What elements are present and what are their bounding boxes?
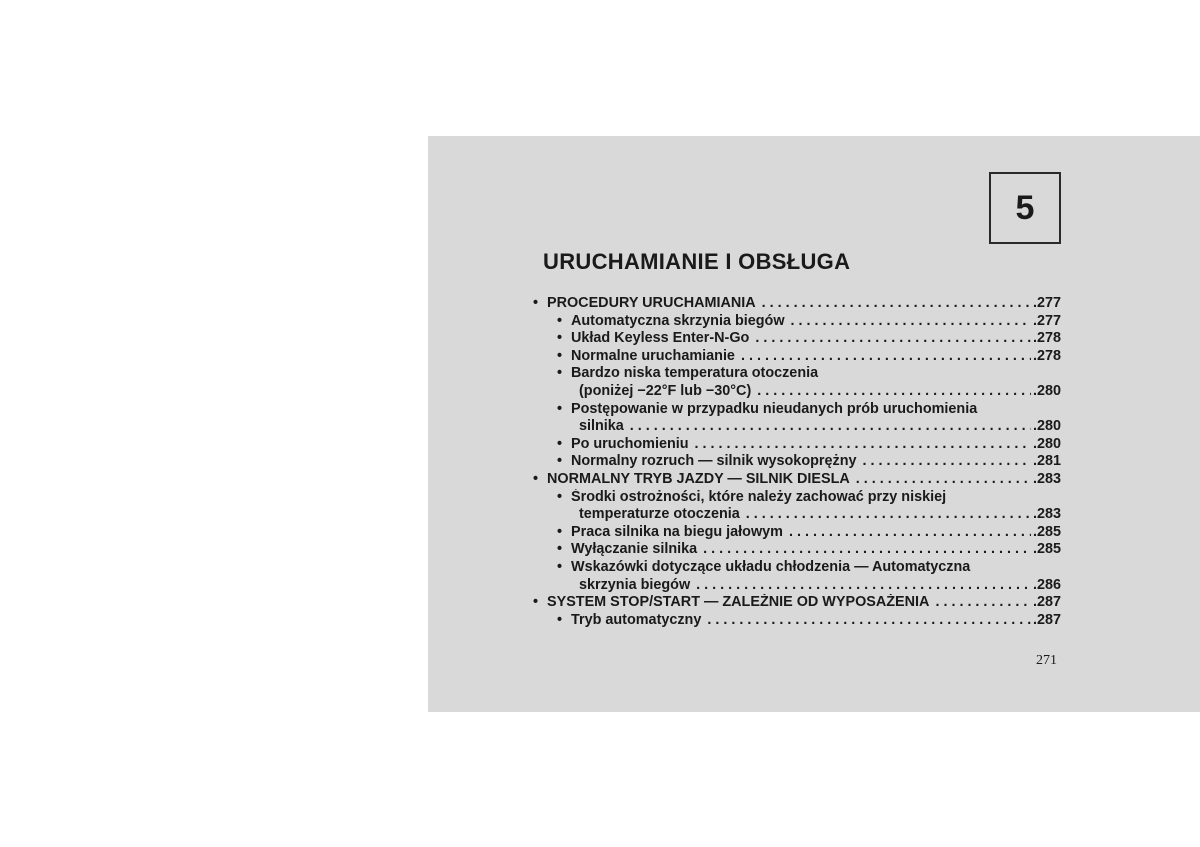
bullet-icon: • (557, 365, 563, 382)
toc-entry (533, 313, 1061, 331)
toc-entry (533, 383, 1061, 401)
toc-section (533, 594, 1061, 612)
bullet-icon: • (533, 470, 539, 487)
bullet-icon: • (557, 488, 563, 505)
dot-leader (749, 330, 1031, 348)
toc-entry-page: .278 (1032, 347, 1061, 364)
toc-entry-label: Praca silnika na biegu jałowym (571, 523, 783, 540)
toc-entry-page: .285 (1032, 523, 1061, 540)
toc-entry (533, 612, 1061, 630)
dot-leader (624, 418, 1031, 436)
toc-entry-label: NORMALNY TRYB JAZDY — SILNIK DIESLA (547, 470, 850, 487)
bullet-icon: • (557, 523, 563, 540)
toc-entry-label: Układ Keyless Enter-N-Go (571, 330, 750, 347)
dot-leader (697, 541, 1031, 559)
dot-leader (751, 383, 1031, 401)
dot-leader (850, 471, 1031, 489)
dot-leader (756, 295, 1031, 313)
bullet-icon: • (533, 295, 539, 311)
toc-section (533, 471, 1061, 489)
dot-leader (689, 436, 1031, 454)
toc-entry-page: .283 (1032, 506, 1061, 523)
toc-entry (533, 348, 1061, 366)
toc-entry-label: Środki ostrożności, które należy zachować przy niskiej (571, 488, 947, 505)
bullet-icon: • (557, 611, 563, 628)
dot-leader (735, 348, 1031, 366)
bullet-icon: • (557, 435, 563, 452)
toc-entry-label: Normalny rozruch — silnik wysokoprężny (571, 453, 857, 470)
toc-entry-page: .286 (1032, 576, 1061, 593)
toc-entry-page: .287 (1032, 594, 1061, 611)
toc-entry-page: .278 (1032, 330, 1061, 347)
toc-entry-label: (poniżej −22°F lub −30°C) (579, 382, 752, 399)
toc-section (533, 295, 1061, 313)
dot-leader (740, 506, 1031, 524)
toc-entry (533, 577, 1061, 595)
page-number: 271 (1036, 653, 1057, 668)
toc-entry (533, 365, 1061, 383)
toc-entry-label: Wyłączanie silnika (571, 541, 698, 558)
bullet-icon: • (557, 453, 563, 470)
dot-leader (929, 594, 1031, 612)
bullet-icon: • (557, 541, 563, 558)
toc-entry-page: .277 (1032, 295, 1061, 311)
bullet-icon: • (557, 558, 563, 575)
toc-entry (533, 541, 1061, 559)
bullet-icon: • (557, 330, 563, 347)
toc-entry-label: PROCEDURY URUCHAMIANIA (547, 295, 756, 311)
toc-entry-page: .280 (1032, 435, 1061, 452)
dot-leader (690, 577, 1031, 595)
toc-entry-label: skrzynia biegów (579, 576, 691, 593)
toc-entry-page: .280 (1032, 418, 1061, 435)
toc-entry (533, 401, 1061, 419)
toc-entry (533, 418, 1061, 436)
toc-entry-label: Postępowanie w przypadku nieudanych prób uruchomienia (571, 400, 978, 417)
toc-entry-page: .287 (1032, 611, 1061, 628)
toc-entry (533, 453, 1061, 471)
toc-entry-label: temperaturze otoczenia (579, 506, 740, 523)
toc-entry-page: .285 (1032, 541, 1061, 558)
toc-entry-label: Bardzo niska temperatura otoczenia (571, 365, 819, 382)
chapter-title: URUCHAMIANIE I OBSŁUGA (543, 249, 851, 274)
chapter-number: 5 (1015, 188, 1035, 227)
toc-entry-label: Automatyczna skrzynia biegów (571, 312, 785, 329)
toc-entry-label: silnika (579, 418, 624, 435)
toc-entry (533, 559, 1061, 577)
toc-entry-page: .281 (1032, 453, 1061, 470)
toc-entry (533, 506, 1061, 524)
chapter-number-box (989, 172, 1061, 244)
dot-leader (857, 453, 1031, 471)
toc-entry-label: Normalne uruchamianie (571, 347, 735, 364)
toc-entry-label: Wskazówki dotyczące układu chłodzenia — Automatyczna (571, 558, 971, 575)
toc-entry (533, 524, 1061, 542)
toc-entry (533, 330, 1061, 348)
dot-leader (785, 313, 1031, 331)
table-of-contents (533, 295, 1061, 629)
toc-entry (533, 436, 1061, 454)
toc-entry (533, 489, 1061, 507)
toc-entry-label: Po uruchomieniu (571, 435, 689, 452)
dot-leader (701, 612, 1031, 630)
dot-leader (783, 524, 1031, 542)
toc-entry-page: .280 (1032, 382, 1061, 399)
toc-entry-label: SYSTEM STOP/START — ZALEŻNIE OD WYPOSAŻENIA (547, 594, 930, 611)
bullet-icon: • (557, 400, 563, 417)
bullet-icon: • (557, 312, 563, 329)
toc-entry-label: Tryb automatyczny (571, 611, 702, 628)
toc-entry-page: .277 (1032, 312, 1061, 329)
bullet-icon: • (557, 347, 563, 364)
bullet-icon: • (533, 594, 539, 611)
toc-entry-page: .283 (1032, 470, 1061, 487)
